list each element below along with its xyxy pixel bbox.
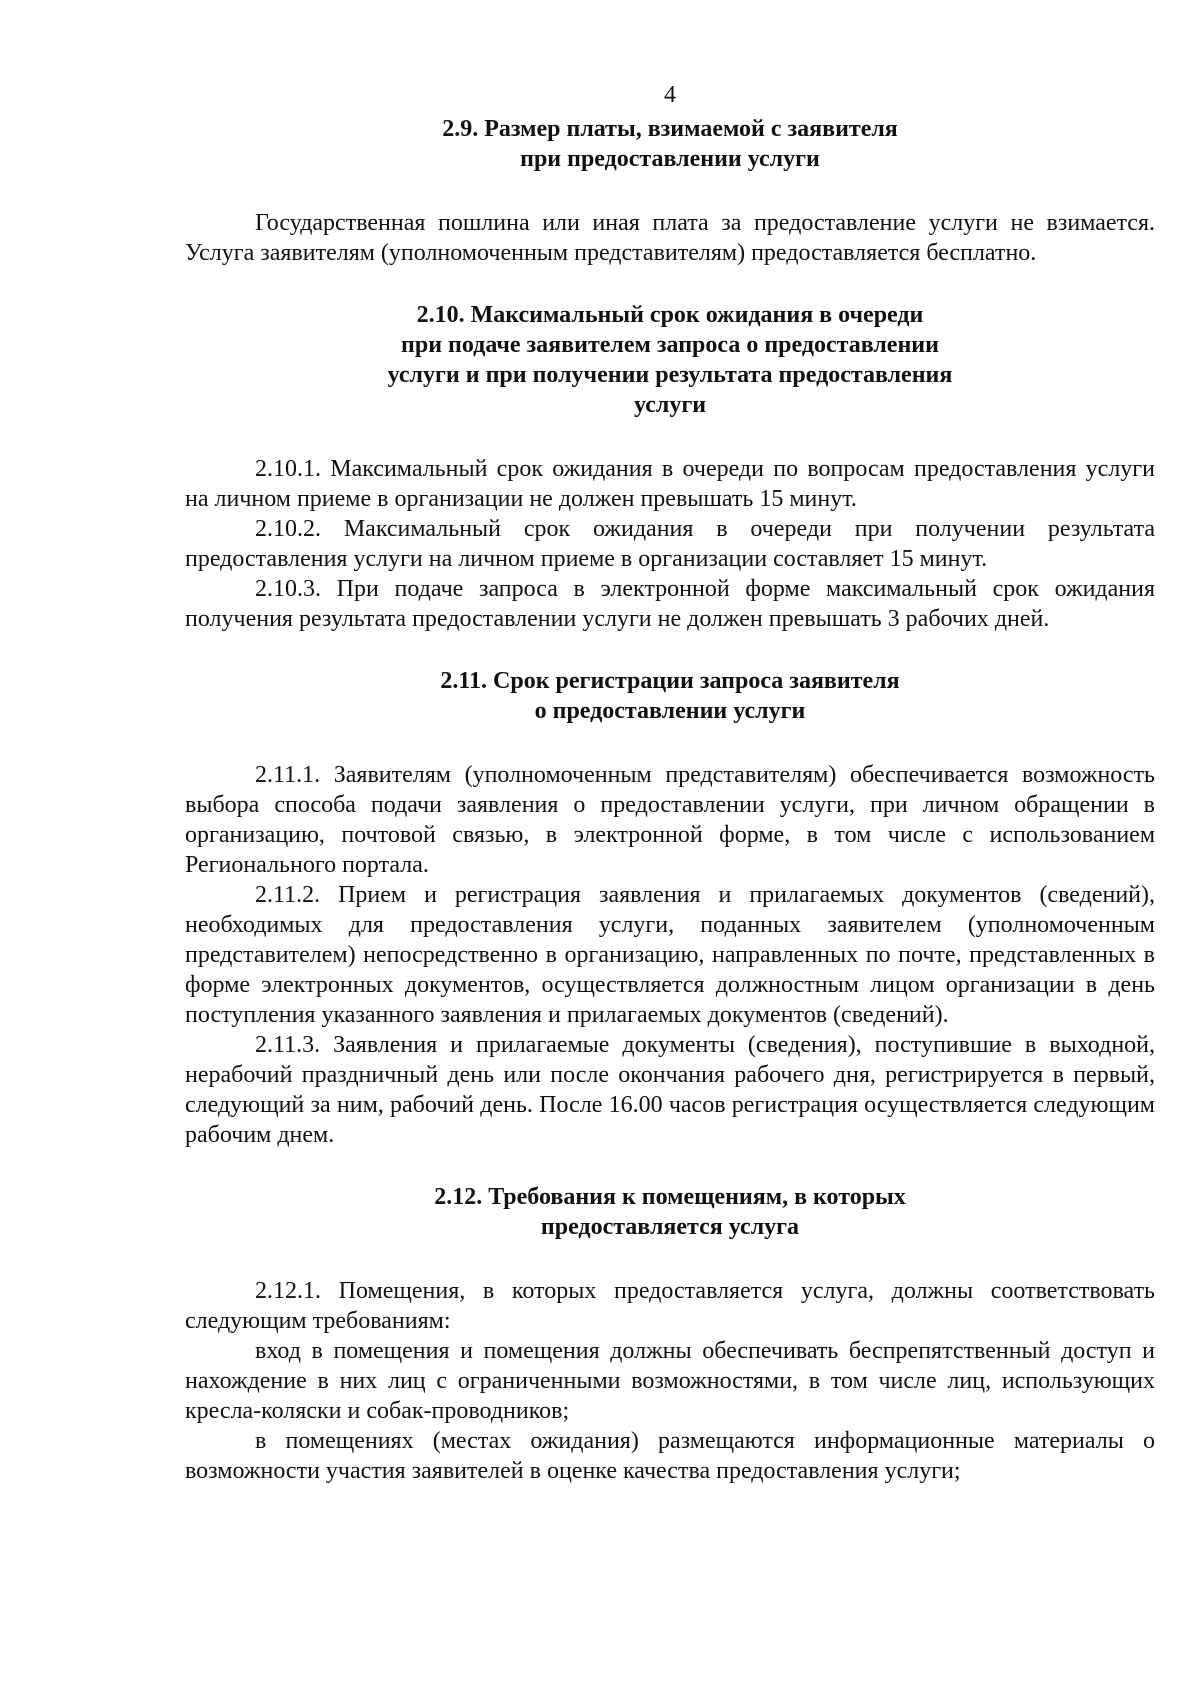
- paragraph: 2.10.1. Максимальный срок ожидания в очереди по вопросам предоставления услуги на личном приеме в организации не должен превышать 15 минут.: [185, 456, 1155, 512]
- heading-line: услуги и при получении результата предоставления: [387, 362, 953, 388]
- paragraph: Государственная пошлина или иная плата за предоставление услуги не взимается. Услуга заявителям (уполномоченным представителям) предоставляется бесплатно.: [185, 210, 1155, 266]
- section-heading-2-12: [185, 1182, 1155, 1242]
- heading-line: 2.12. Требования к помещениям, в которых: [434, 1184, 906, 1210]
- heading-line: 2.11. Срок регистрации запроса заявителя: [440, 668, 900, 694]
- paragraph: 2.12.1. Помещения, в которых предоставляется услуга, должны соответствовать следующим требованиям:: [185, 1278, 1155, 1334]
- paragraph: 2.11.1. Заявителям (уполномоченным представителям) обеспечивается возможность выбора способа подачи заявления о предоставлении услуги, при личном обращении в организацию, почтовой связью, в электронной форме, в том числе с использованием Регионального портала.: [185, 762, 1155, 878]
- heading-line: 2.9. Размер платы, взимаемой с заявителя: [442, 116, 898, 142]
- paragraph: вход в помещения и помещения должны обеспечивать беспрепятственный доступ и нахождение в них лиц с ограниченными возможностями, в том числе лиц, использующих кресла-коляски и собак-проводников;: [185, 1338, 1155, 1424]
- section-heading-2-10: [185, 300, 1155, 420]
- heading-line: услуги: [633, 392, 707, 418]
- section-heading-2-9: [185, 114, 1155, 174]
- heading-line: при подаче заявителем запроса о предоставлении: [401, 332, 939, 358]
- paragraph: 2.11.2. Прием и регистрация заявления и прилагаемых документов (сведений), необходимых для предоставления услуги, поданных заявителем (уполномоченным представителем) непосредственно в организацию, направленных по почте, представленных в форме электронных документов, осуществляется должностным лицом организации в день поступления указанного заявления и прилагаемых документов (сведений).: [185, 882, 1155, 1028]
- document-page: [185, 80, 1155, 1486]
- paragraph: 2.10.3. При подаче запроса в электронной форме максимальный срок ожидания получения результата предоставлении услуги не должен превышать 3 рабочих дней.: [185, 576, 1155, 632]
- page-number: 4: [664, 82, 676, 108]
- heading-line: 2.10. Максимальный срок ожидания в очереди: [416, 302, 924, 328]
- section-heading-2-11: [185, 666, 1155, 726]
- paragraph: 2.10.2. Максимальный срок ожидания в очереди при получении результата предоставления услуги на личном приеме в организации составляет 15 минут.: [185, 516, 1155, 572]
- heading-line: предоставляется услуга: [540, 1214, 800, 1240]
- heading-line: при предоставлении услуги: [520, 146, 820, 172]
- heading-line: о предоставлении услуги: [534, 698, 806, 724]
- paragraph: в помещениях (местах ожидания) размещаются информационные материалы о возможности участия заявителей в оценке качества предоставления услуги;: [185, 1428, 1155, 1484]
- paragraph: 2.11.3. Заявления и прилагаемые документы (сведения), поступившие в выходной, нерабочий праздничный день или после окончания рабочего дня, регистрируется в первый, следующий за ним, рабочий день. После 16.00 часов регистрация осуществляется следующим рабочим днем.: [185, 1032, 1155, 1148]
